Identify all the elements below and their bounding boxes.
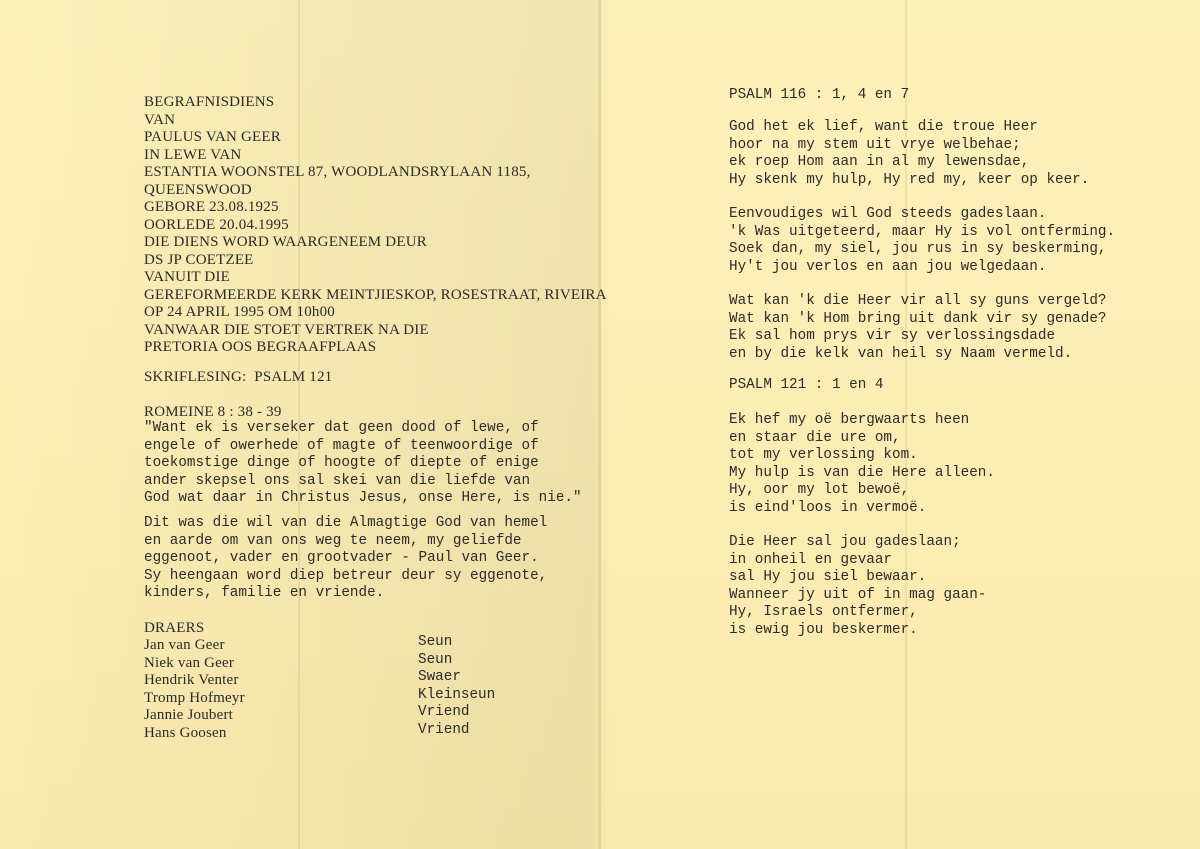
lyric-line: God het ek lief, want die troue Heer (729, 119, 1038, 135)
service-header (144, 94, 607, 357)
header-line: OORLEDE 20.04.1995 (144, 216, 289, 233)
psalm-116-lyrics (729, 119, 1115, 380)
header-line: QUEENSWOOD (144, 181, 252, 198)
psalm-stanza (729, 412, 995, 517)
scripture-reading (144, 369, 332, 387)
lyric-line: is ewig jou beskermer. (729, 621, 918, 638)
header-line: GEREFORMEERDE KERK MEINTJIESKOP, ROSESTRAAT, RIVEIRA (144, 286, 607, 303)
lyric-line: en staar die ure om, (729, 429, 901, 446)
lyric-line: Hy, oor my lot bewoë, (729, 482, 910, 498)
header-line: PAULUS VAN GEER (144, 129, 281, 145)
pallbearer-names (144, 637, 245, 742)
lyric-line: is eind'loos in vermoë. (729, 499, 927, 516)
pallbearer-relation: Vriend (418, 721, 470, 738)
quote-line: "Want ek is verseker dat geen dood of lewe, of (144, 420, 539, 436)
pallbearer-relation: Swaer (418, 669, 461, 685)
quote-line: ander skepsel ons sal skei van die liefde van (144, 472, 531, 489)
pallbearer-name: Niek van Geer (144, 654, 235, 671)
header-line: DIE DIENS WORD WAARGENEEM DEUR (144, 234, 427, 250)
lyric-line: in onheil en gevaar (729, 551, 893, 568)
lyric-line: tot my verlossing kom. (729, 447, 918, 463)
lyric-line: Die Heer sal jou gadeslaan; (729, 534, 961, 550)
lyric-line: en by die kelk van heil sy Naam vermeld. (729, 345, 1073, 362)
pallbearer-relations (418, 634, 495, 739)
psalm-116-title (729, 87, 909, 105)
death-announcement (144, 515, 547, 603)
pallbearer-relation: Seun (418, 651, 453, 668)
announcement-line: en aarde om van ons weg te neem, my geliefde (144, 532, 522, 549)
header-line: VANUIT DIE (144, 269, 231, 285)
pallbearers-heading: DRAERS (144, 620, 205, 636)
lyric-line: ek roep Hom aan in al my lewensdae, (729, 154, 1030, 170)
header-line: OP 24 APRIL 1995 OM 10h00 (144, 304, 335, 320)
lyric-line: hoor na my stem uit vrye welbehae; (729, 136, 1021, 153)
psalm-121-title (729, 377, 883, 395)
lyric-line: My hulp is van die Here alleen. (729, 464, 995, 481)
lyric-line: Eenvoudiges wil God steeds gadeslaan. (729, 206, 1047, 222)
pallbearer-name: Hendrik Venter (144, 672, 239, 688)
header-line: ESTANTIA WOONSTEL 87, WOODLANDSRYLAAN 1185, (144, 164, 531, 180)
lyric-line: Soek dan, my siel, jou rus in sy beskerming, (729, 241, 1107, 257)
lyric-line: Wat kan 'k die Heer vir all sy guns vergeld? (729, 293, 1107, 309)
announcement-line: Dit was die wil van die Almagtige God van hemel (144, 515, 548, 531)
lyric-line: Ek hef my oë bergwaarts heen (729, 412, 970, 428)
header-line: VANWAAR DIE STOET VERTREK NA DIE (144, 321, 429, 338)
lyric-line: Wanneer jy uit of in mag gaan- (729, 586, 987, 603)
psalm-stanza (729, 119, 1115, 189)
romans-reference-label: ROMEINE 8 : 38 - 39 (144, 404, 282, 420)
quote-line: toekomstige dinge of hoogte of diepte of enige (144, 455, 539, 471)
lyric-line: Hy't jou verlos en aan jou welgedaan. (729, 258, 1047, 275)
psalm-heading: PSALM 116 : 1, 4 en 7 (729, 87, 910, 103)
quote-line: engele of owerhede of magte of teenwoordige of (144, 437, 539, 454)
pallbearers-title (144, 620, 204, 638)
pallbearer-name: Hans Goosen (144, 724, 227, 741)
quote-line: God wat daar in Christus Jesus, onse Here, is nie." (144, 490, 582, 506)
psalm-121-lyrics (729, 412, 995, 656)
scripture-reading-label: SKRIFLESING: PSALM 121 (144, 369, 333, 385)
announcement-line: eggenoot, vader en grootvader - Paul van Geer. (144, 550, 539, 566)
pallbearer-relation: Vriend (418, 704, 470, 720)
header-line: IN LEWE VAN (144, 146, 242, 163)
pallbearer-name: Jannie Joubert (144, 707, 234, 723)
psalm-stanza (729, 534, 995, 639)
header-line: VAN (144, 111, 176, 128)
header-line: PRETORIA OOS BEGRAAFPLAAS (144, 339, 377, 355)
psalm-stanza (729, 206, 1115, 276)
lyric-line: Hy, Israels ontfermer, (729, 604, 918, 620)
lyric-line: Hy skenk my hulp, Hy red my, keer op keer. (729, 171, 1090, 188)
header-line: BEGRAFNISDIENS (144, 94, 275, 110)
romans-quote (144, 420, 582, 508)
psalm-stanza (729, 293, 1115, 363)
header-line: GEBORE 23.08.1925 (144, 199, 279, 215)
lyric-line: Wat kan 'k Hom bring uit dank vir sy genade? (729, 310, 1107, 327)
pallbearer-relation: Seun (418, 634, 453, 650)
psalm-heading: PSALM 121 : 1 en 4 (729, 377, 884, 393)
announcement-line: kinders, familie en vriende. (144, 585, 385, 601)
pallbearer-name: Jan van Geer (144, 637, 225, 653)
pallbearer-name: Tromp Hofmeyr (144, 689, 245, 706)
lyric-line: sal Hy jou siel bewaar. (729, 569, 927, 585)
lyric-line: Ek sal hom prys vir sy verlossingsdade (729, 328, 1056, 344)
romans-reference (144, 404, 282, 422)
pallbearer-relation: Kleinseun (418, 686, 496, 703)
announcement-line: Sy heengaan word diep betreur deur sy eggenote, (144, 567, 548, 584)
lyric-line: 'k Was uitgeteerd, maar Hy is vol ontferming. (729, 223, 1116, 240)
header-line: DS JP COETZEE (144, 251, 254, 268)
